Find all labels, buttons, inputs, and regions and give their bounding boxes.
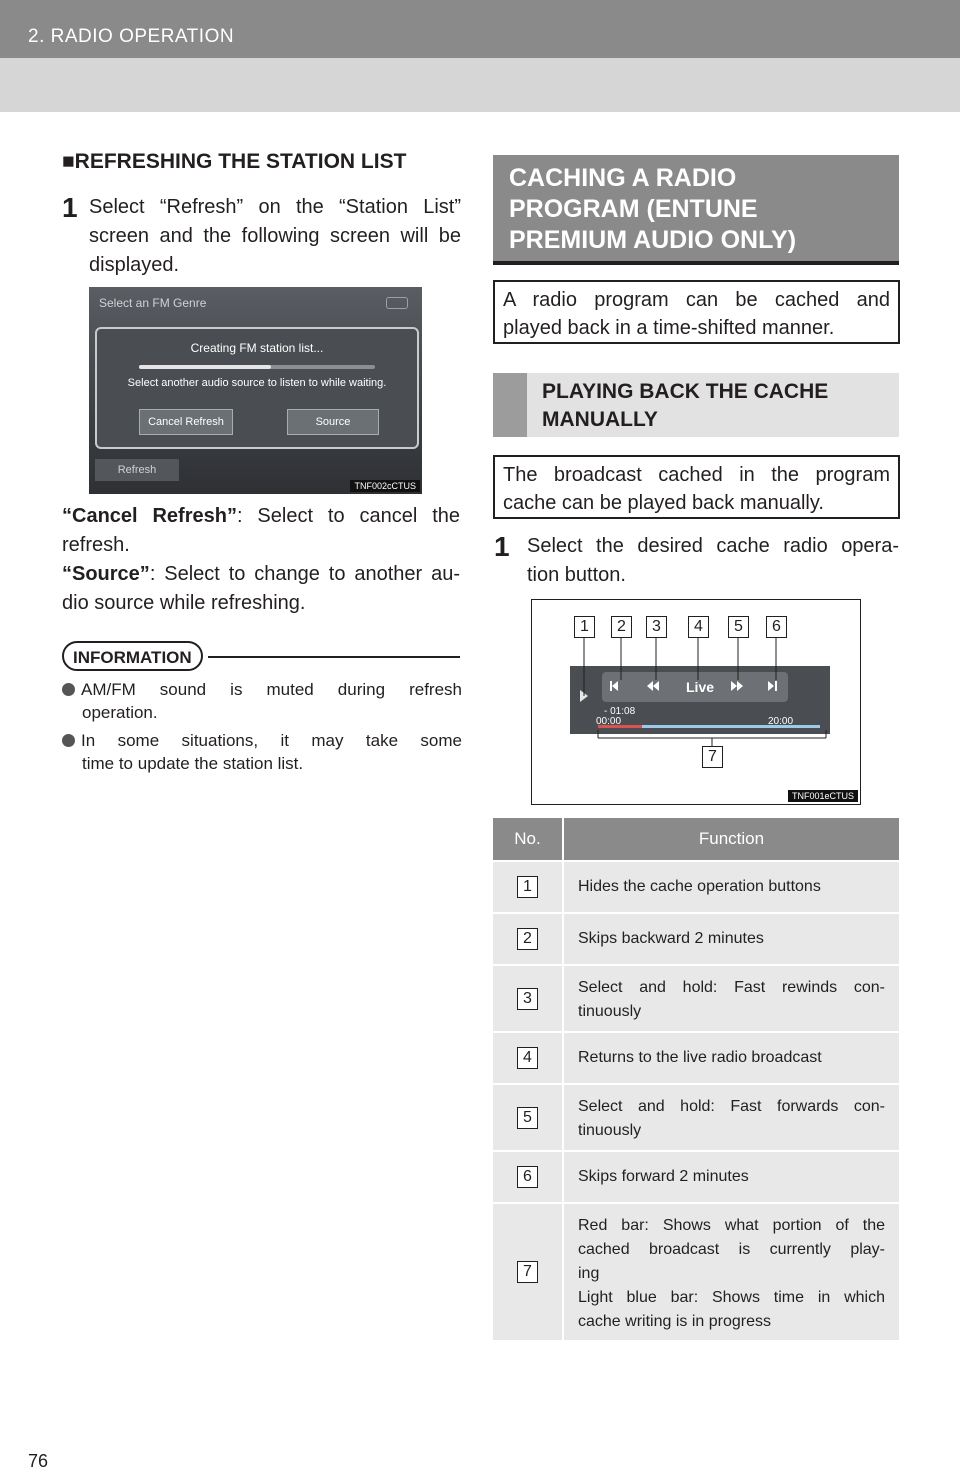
info-bullet-2 <box>62 729 462 775</box>
dialog-message: Creating FM station list... <box>190 341 324 355</box>
cancel-refresh-text: : Select to cancel the <box>236 505 460 527</box>
playback-heading-line-2: MANUALLY <box>542 408 658 431</box>
cancel-refresh-line <box>62 502 460 531</box>
row-number: 5 <box>517 1107 538 1129</box>
cancel-refresh-desc <box>62 502 460 560</box>
callout-1: 1 <box>574 616 595 638</box>
figure-code: TNF002cCTUS <box>350 480 420 492</box>
step-number: 1 <box>62 192 78 223</box>
heading-tab <box>493 373 527 437</box>
playback-heading-box <box>493 373 899 437</box>
row-function: Skips backward 2 minutes <box>578 930 764 947</box>
playback-heading-line-1: PLAYING BACK THE CACHE <box>542 380 829 403</box>
progress-fill <box>139 365 271 369</box>
row-function-line-1: Select and hold: Fast rewinds con- <box>578 979 885 996</box>
right-step1-line-2: tion button. <box>527 564 626 586</box>
screen-title: Select an FM Genre <box>99 296 207 310</box>
progress-track <box>139 365 375 369</box>
info-bullet-2-cont: time to update the station list. <box>82 754 304 773</box>
cancel-refresh-line-2: refresh. <box>62 534 130 556</box>
row-number-cell <box>493 1152 564 1202</box>
callout-7: 7 <box>702 746 723 768</box>
row-number: 6 <box>517 1166 538 1188</box>
playback-intro-box <box>493 455 900 519</box>
row-function: Hides the cache operation buttons <box>578 878 821 895</box>
row-function-line-2: tinuously <box>578 1003 642 1020</box>
table-row <box>493 912 899 964</box>
row-function: Skips forward 2 minutes <box>578 1168 749 1185</box>
row-number-cell <box>493 914 564 964</box>
row-number: 2 <box>517 928 538 950</box>
step1-line-3: displayed. <box>89 254 180 276</box>
callout-4: 4 <box>688 616 709 638</box>
row-number: 1 <box>517 876 538 898</box>
table-row <box>493 1031 899 1083</box>
table-row <box>493 1083 899 1150</box>
cancel-refresh-button[interactable]: Cancel Refresh <box>139 409 233 435</box>
refresh-dialog <box>95 327 419 449</box>
chapter-title: 2. RADIO OPERATION <box>28 26 235 47</box>
offset-time: - 01:08 <box>604 706 636 717</box>
source-term: “Source” <box>62 563 150 585</box>
skip-back-bar <box>610 681 612 691</box>
row-number: 7 <box>517 1261 538 1283</box>
row-function <box>564 1204 899 1340</box>
bullet-icon <box>62 683 75 696</box>
step-number: 1 <box>494 531 510 562</box>
step1-text <box>89 193 461 280</box>
bullet-icon <box>62 734 75 747</box>
table-row <box>493 1150 899 1202</box>
row-function-line-4: Light blue bar: Shows time in which <box>578 1289 885 1306</box>
information-rule <box>208 656 460 658</box>
end-time: 20:00 <box>768 716 794 727</box>
row-function-line-1: Select and hold: Fast forwards con- <box>578 1098 885 1115</box>
caching-title <box>509 163 796 256</box>
callout-5: 5 <box>728 616 749 638</box>
callout-6: 6 <box>766 616 787 638</box>
row-number-cell <box>493 1085 564 1150</box>
callout-2: 2 <box>611 616 632 638</box>
source-line <box>62 560 460 589</box>
information-label: INFORMATION <box>62 641 203 671</box>
skip-forward-bar <box>775 681 777 691</box>
section-heading-refreshing: ■REFRESHING THE STATION LIST <box>62 150 407 173</box>
cancel-refresh-term: “Cancel Refresh” <box>62 505 237 527</box>
station-list-screenshot <box>89 287 422 494</box>
row-number-cell <box>493 1204 564 1340</box>
row-function <box>564 1085 899 1150</box>
playback-heading <box>542 378 828 434</box>
row-number-cell <box>493 1033 564 1083</box>
right-step1-text <box>527 532 899 590</box>
page-number: 76 <box>28 1451 49 1471</box>
info-bullet-1-cont: operation. <box>82 703 158 722</box>
row-function-line-2: tinuously <box>578 1122 642 1139</box>
row-function-line-1: Red bar: Shows what portion of the <box>578 1217 885 1234</box>
dialog-sub-message: Select another audio source to listen to while waiting. <box>127 377 387 389</box>
right-step1-line-1: Select the desired cache radio opera- <box>527 535 899 557</box>
caching-intro-line-2: played back in a time-shifted manner. <box>503 317 835 339</box>
source-line-2: dio source while refreshing. <box>62 592 306 614</box>
source-text: : Select to change to another au- <box>149 563 460 585</box>
info-bullet-2-line <box>62 729 462 752</box>
cache-buttons-figure <box>531 599 861 805</box>
caching-title-box <box>493 155 899 265</box>
refresh-button[interactable]: Refresh <box>95 459 179 481</box>
source-desc <box>62 560 460 618</box>
row-function-line-3: ing <box>578 1265 600 1282</box>
playback-intro-line-2: cache can be played back manually. <box>503 492 824 514</box>
caching-intro-box <box>493 280 900 344</box>
step1-line-2: screen and the following screen will be <box>89 225 461 247</box>
header-subbar <box>0 58 960 112</box>
info-bullet-1-text: AM/FM sound is muted during refresh <box>81 680 462 699</box>
live-button[interactable]: Live <box>686 679 715 695</box>
row-number: 4 <box>517 1047 538 1069</box>
info-bullet-1 <box>62 678 462 724</box>
row-number: 3 <box>517 988 538 1010</box>
header-no: No. <box>493 818 564 860</box>
caching-title-line-1: CACHING A RADIO <box>509 164 737 192</box>
row-number-cell <box>493 862 564 912</box>
header-function: Function <box>698 829 765 848</box>
step1-line-1: Select “Refresh” on the “Station List” <box>89 196 461 218</box>
table-row <box>493 1202 899 1340</box>
row-function <box>564 966 899 1031</box>
row-function-line-2: cached broadcast is currently play- <box>578 1241 885 1258</box>
callout-3: 3 <box>646 616 667 638</box>
info-bullet-1-line <box>62 678 462 701</box>
figure-code: TNF001eCTUS <box>788 790 858 802</box>
function-table <box>493 818 899 1340</box>
row-function-line-5: cache writing is in progress <box>578 1313 771 1330</box>
start-time: 00:00 <box>596 716 622 727</box>
row-number-cell <box>493 966 564 1031</box>
caching-title-line-2: PROGRAM (ENTUNE <box>509 195 758 223</box>
row-function: Returns to the live radio broadcast <box>578 1049 822 1066</box>
table-header <box>493 818 899 860</box>
info-bullet-2-text: In some situations, it may take some <box>81 731 462 750</box>
source-button[interactable]: Source <box>287 409 379 435</box>
table-row <box>493 860 899 912</box>
table-row <box>493 964 899 1031</box>
back-icon <box>386 297 408 309</box>
caching-intro-line-1: A radio program can be cached and <box>503 289 890 311</box>
caching-title-line-3: PREMIUM AUDIO ONLY) <box>509 226 797 254</box>
playback-intro-line-1: The broadcast cached in the program <box>503 464 890 486</box>
